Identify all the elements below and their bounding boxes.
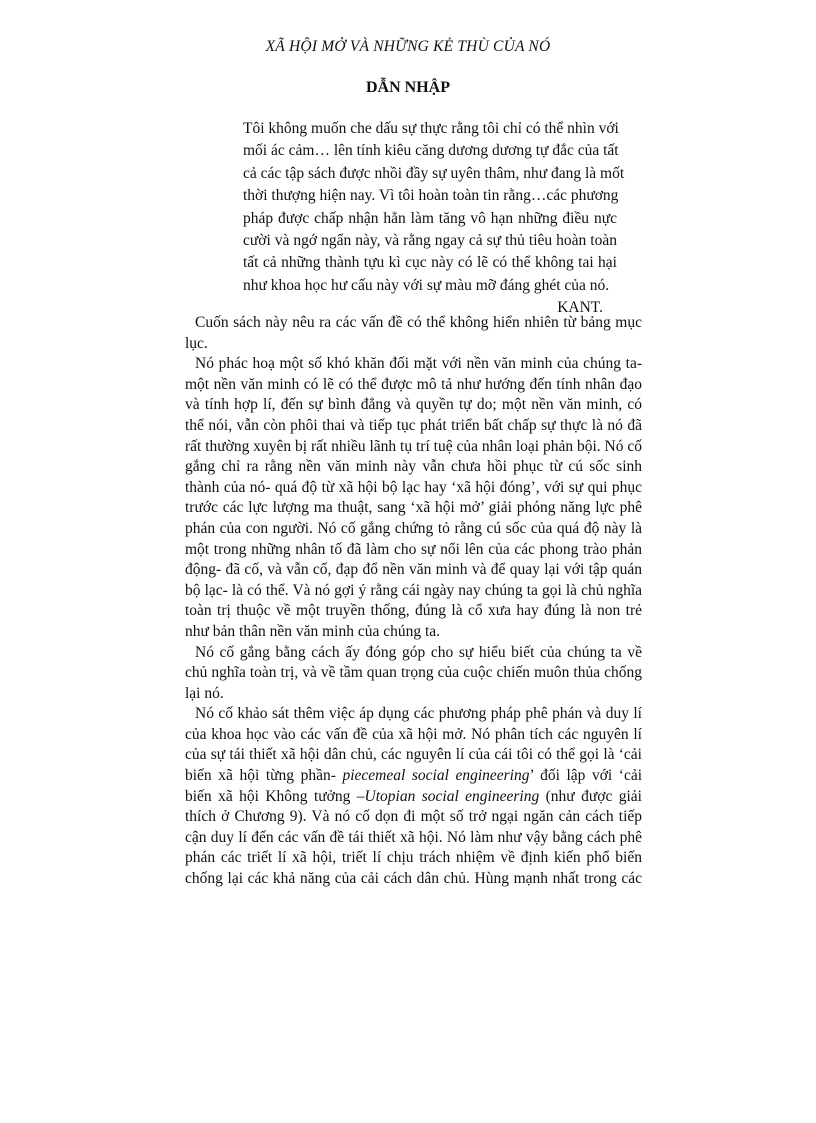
paragraph-3 [175,643,642,705]
text-line: Nó phác hoạ một số khó khăn đối mặt với nền văn minh của chúng ta- [195,355,642,373]
text-line: như bản thân nền văn minh của chúng ta. [185,622,441,640]
italic-term: piecemeal social engineering [342,767,530,785]
italic-term: Utopian social engineering [364,787,540,805]
epigraph-line: thời thượng hiện nay. Vì tôi hoàn toàn tin rằng…các phương [243,187,619,205]
text-line: trước các lực lượng ma thuật, sang ‘xã hội mở’ giải phóng năng lực phê [185,499,642,517]
text-line: Nó cố khảo sát thêm việc áp dụng các phương pháp phê phán và duy lí [195,705,642,723]
text-line: lục. [185,334,208,352]
text-line: thích ở Chương 9). Và nó cố dọn đi một số trở ngại ngăn cản cách tiếp [185,808,642,826]
text-run: biến xã hội Không tưởng – [185,787,365,805]
text-line: cận duy lí đến các vấn đề tái thiết xã hội. Nó làm như vậy bằng cách phê [185,828,642,846]
text-line [175,766,642,787]
epigraph-line: Tôi không muốn che dấu sự thực rằng tôi chỉ có thể nhìn với [243,120,619,137]
text-line: một trong những nhân tố đã làm cho sự nổi lên của các phong trào phản [185,540,642,558]
epigraph-line: mối ác cảm… lên tính kiêu căng dương dương tự đắc của tất [243,142,619,160]
text-line: lại nó. [185,684,224,702]
epigraph [243,118,625,320]
text-run: (như được giải [539,787,642,805]
text-line: thành của nó- quá độ từ xã hội bộ lạc hay ‘xã hội đóng’, với sự qui phục [185,478,642,496]
text-line: thể nói, vẫn còn phôi thai và tiếp tục phát triển bất chấp sự thực là nó đã [185,416,642,434]
text-line [175,787,642,808]
text-line: phán của con người. Nó cố gắng chứng tỏ rằng cú sốc của quá độ này là [185,519,642,537]
text-run: ’ đối lập với ‘cải [529,767,643,785]
body-text [175,313,642,890]
epigraph-line: cười và ngớ ngẩn này, và rằng ngay cả sự thủ tiêu hoàn toàn [243,232,617,250]
text-line: gắng chỉ ra rằng nền văn minh này vẫn chưa hồi phục từ cú sốc sinh [185,458,642,476]
epigraph-line: pháp được chấp nhận hẳn làm tăng vô hạn những điều nực [243,209,617,227]
text-line: chủ nghĩa toàn trị, và về tầm quan trọng của cuộc chiến muôn thủa chống [185,664,642,682]
text-line: chống lại các khả năng của cải cách dân chủ. Hùng mạnh nhất trong các [185,870,642,888]
text-line: rất thường xuyên bị rất nhiều lãnh tụ trí tuệ của nhân loại phản bội. Nó cố [185,437,642,455]
text-run: biến xã hội từng phần- [185,767,343,785]
chapter-title: DẪN NHẬP [366,79,450,96]
text-line: phán các triết lí xã hội, triết lí chịu trách nhiệm về định kiến phổ biến [185,849,642,867]
text-line: Cuốn sách này nêu ra các vấn đề có thể không hiển nhiên từ bảng mục [195,314,642,331]
text-line: toàn trị thuộc về một truyền thống, đúng là cổ xưa hay đúng là non trẻ [185,602,642,620]
text-line: Nó cố gắng bằng cách ấy đóng góp cho sự hiểu biết của chúng ta về [195,643,642,661]
paragraph-4 [175,704,642,889]
epigraph-line: như khoa học hư cấu này với sự màu mỡ đáng ghét của nó. [243,276,610,294]
running-header: XÃ HỘI MỞ VÀ NHỮNG KẺ THÙ CỦA NÓ [265,38,551,55]
text-line: động- đã cố, và vẫn cố, đạp đổ nền văn minh và để quay lại với tập quán [185,561,642,579]
text-line: và tính hợp lí, đến sự bình đẳng và quyền tự do; một nền văn minh, có [185,396,642,414]
epigraph-line: tất cả những thành tựu kì cục này có lẽ có thể không tai hại [243,254,617,272]
epigraph-line: cả các tập sách được nhồi đầy sự uyên thâm, như đang là mốt [243,164,625,182]
text-line: một nền văn minh có lẽ có thể được mô tả như hướng đến tính nhân đạo [185,375,642,393]
text-line: của sự tái thiết xã hội dân chủ, các nguyên lí của cái tôi có thể gọi là ‘cải [185,746,642,764]
epigraph-author: KANT. [557,299,603,317]
text-line: của khoa học vào các vấn đề của xã hội mở. Nó phân tích các nguyên lí [185,725,642,743]
text-line: bộ lạc- là có thể. Và nó gợi ý rằng cái ngày nay chúng ta gọi là chủ nghĩa [185,581,642,599]
paragraph-2 [175,354,642,642]
paragraph-1 [175,313,642,354]
